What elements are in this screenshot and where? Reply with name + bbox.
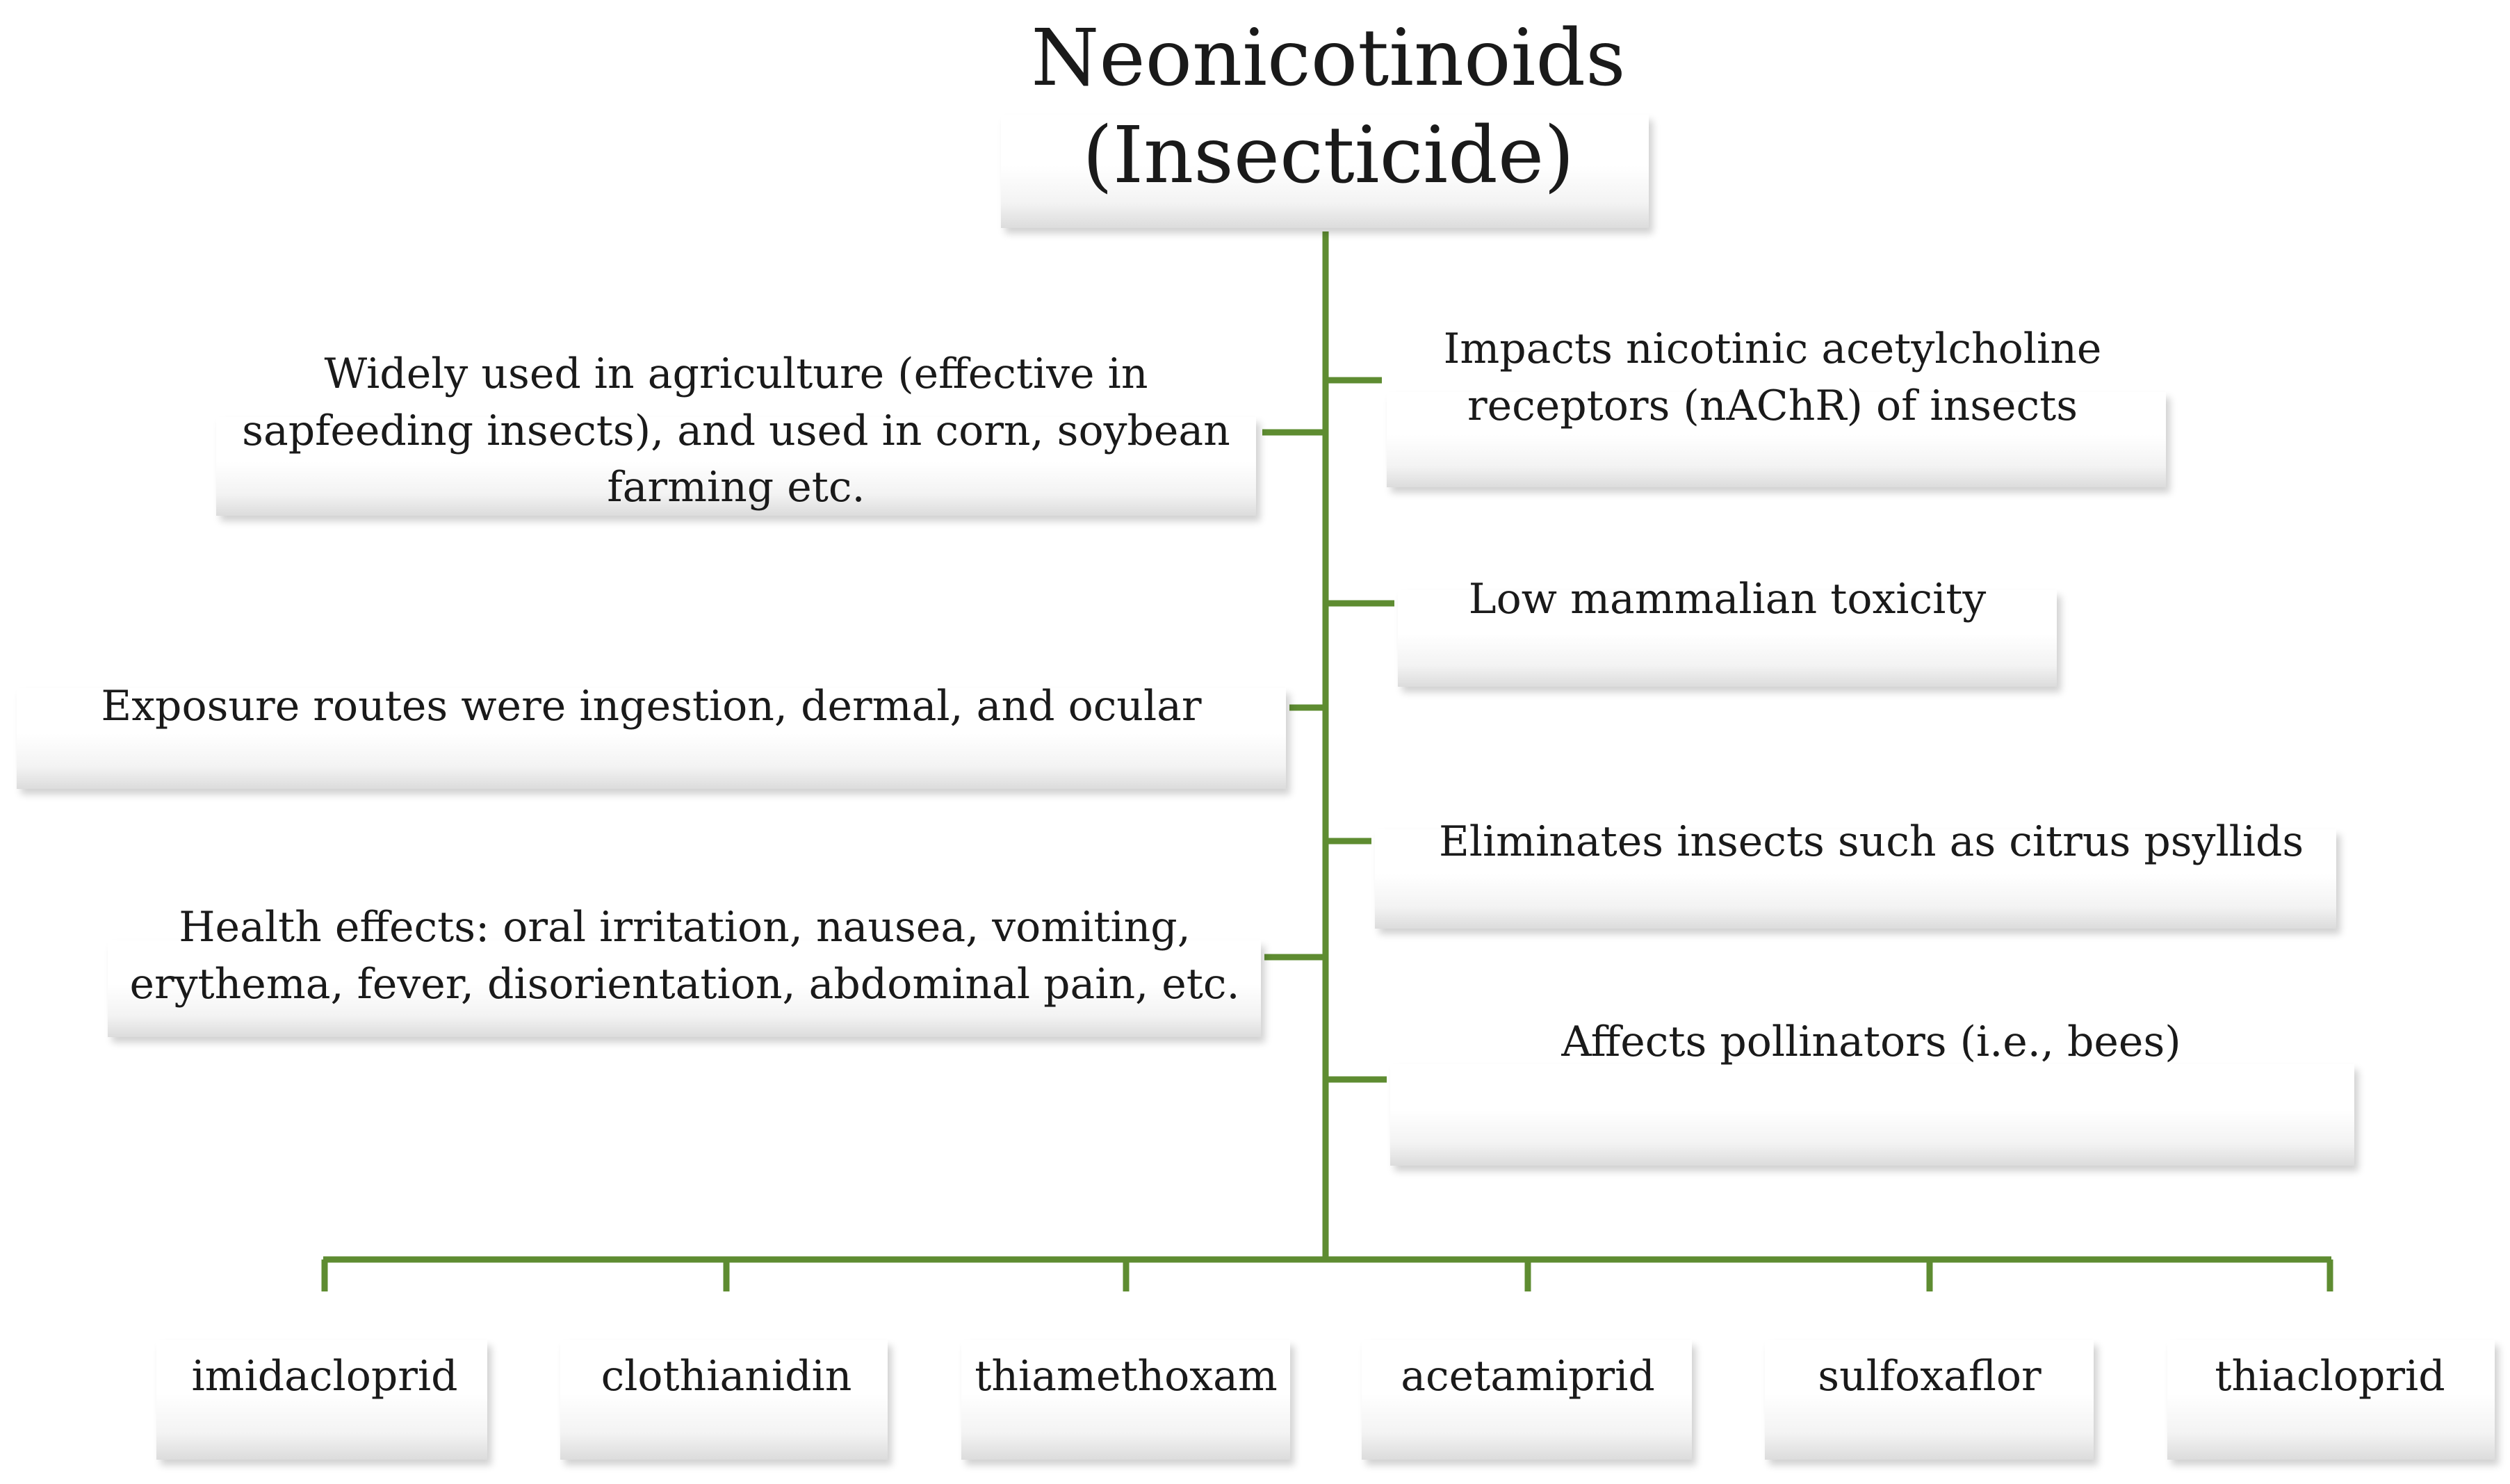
compound-5: sulfoxaflor [1818, 1352, 2042, 1401]
compound-2: clothianidin [601, 1352, 852, 1401]
fact-line: sapfeeding insects), and used in corn, soybean [242, 406, 1230, 455]
right-fact-2 [1415, 571, 2040, 628]
left-fact-2 [95, 678, 1207, 735]
right-fact-box-4 [1390, 1064, 2354, 1166]
left-fact-3 [129, 899, 1241, 1013]
fact-line: Exposure routes were ingestion, dermal, and ocular [101, 682, 1202, 731]
compound-1: imidacloprid [191, 1352, 458, 1401]
right-fact-4 [1524, 1014, 2219, 1071]
fact-line: Eliminates insects such as citrus psyllids [1439, 817, 2304, 866]
fact-line: Widely used in agriculture (effective in [324, 350, 1148, 398]
fact-line: Health effects: oral irritation, nausea, vomiting, [179, 903, 1191, 952]
left-fact-1 [180, 346, 1292, 516]
title-line-2: (Insecticide) [1082, 111, 1574, 201]
right-fact-1 [1390, 321, 2155, 434]
fact-line: Affects pollinators (i.e., bees) [1561, 1018, 2181, 1066]
compound-6: thiacloprid [2215, 1352, 2445, 1401]
compound-3: thiamethoxam [975, 1352, 1278, 1401]
fact-line: farming etc. [607, 463, 865, 512]
compound-4: acetamiprid [1401, 1352, 1655, 1401]
fact-line: Low mammalian toxicity [1468, 575, 1987, 623]
diagram-title [911, 10, 1745, 204]
right-fact-3 [1439, 814, 2304, 871]
title-line-1: Neonicotinoids [1031, 13, 1626, 104]
fact-line: Impacts nicotinic acetylcholine [1443, 325, 2102, 373]
fact-line: receptors (nAChR) of insects [1467, 381, 2078, 430]
fact-line: erythema, fever, disorientation, abdominal pain, etc. [129, 959, 1240, 1009]
